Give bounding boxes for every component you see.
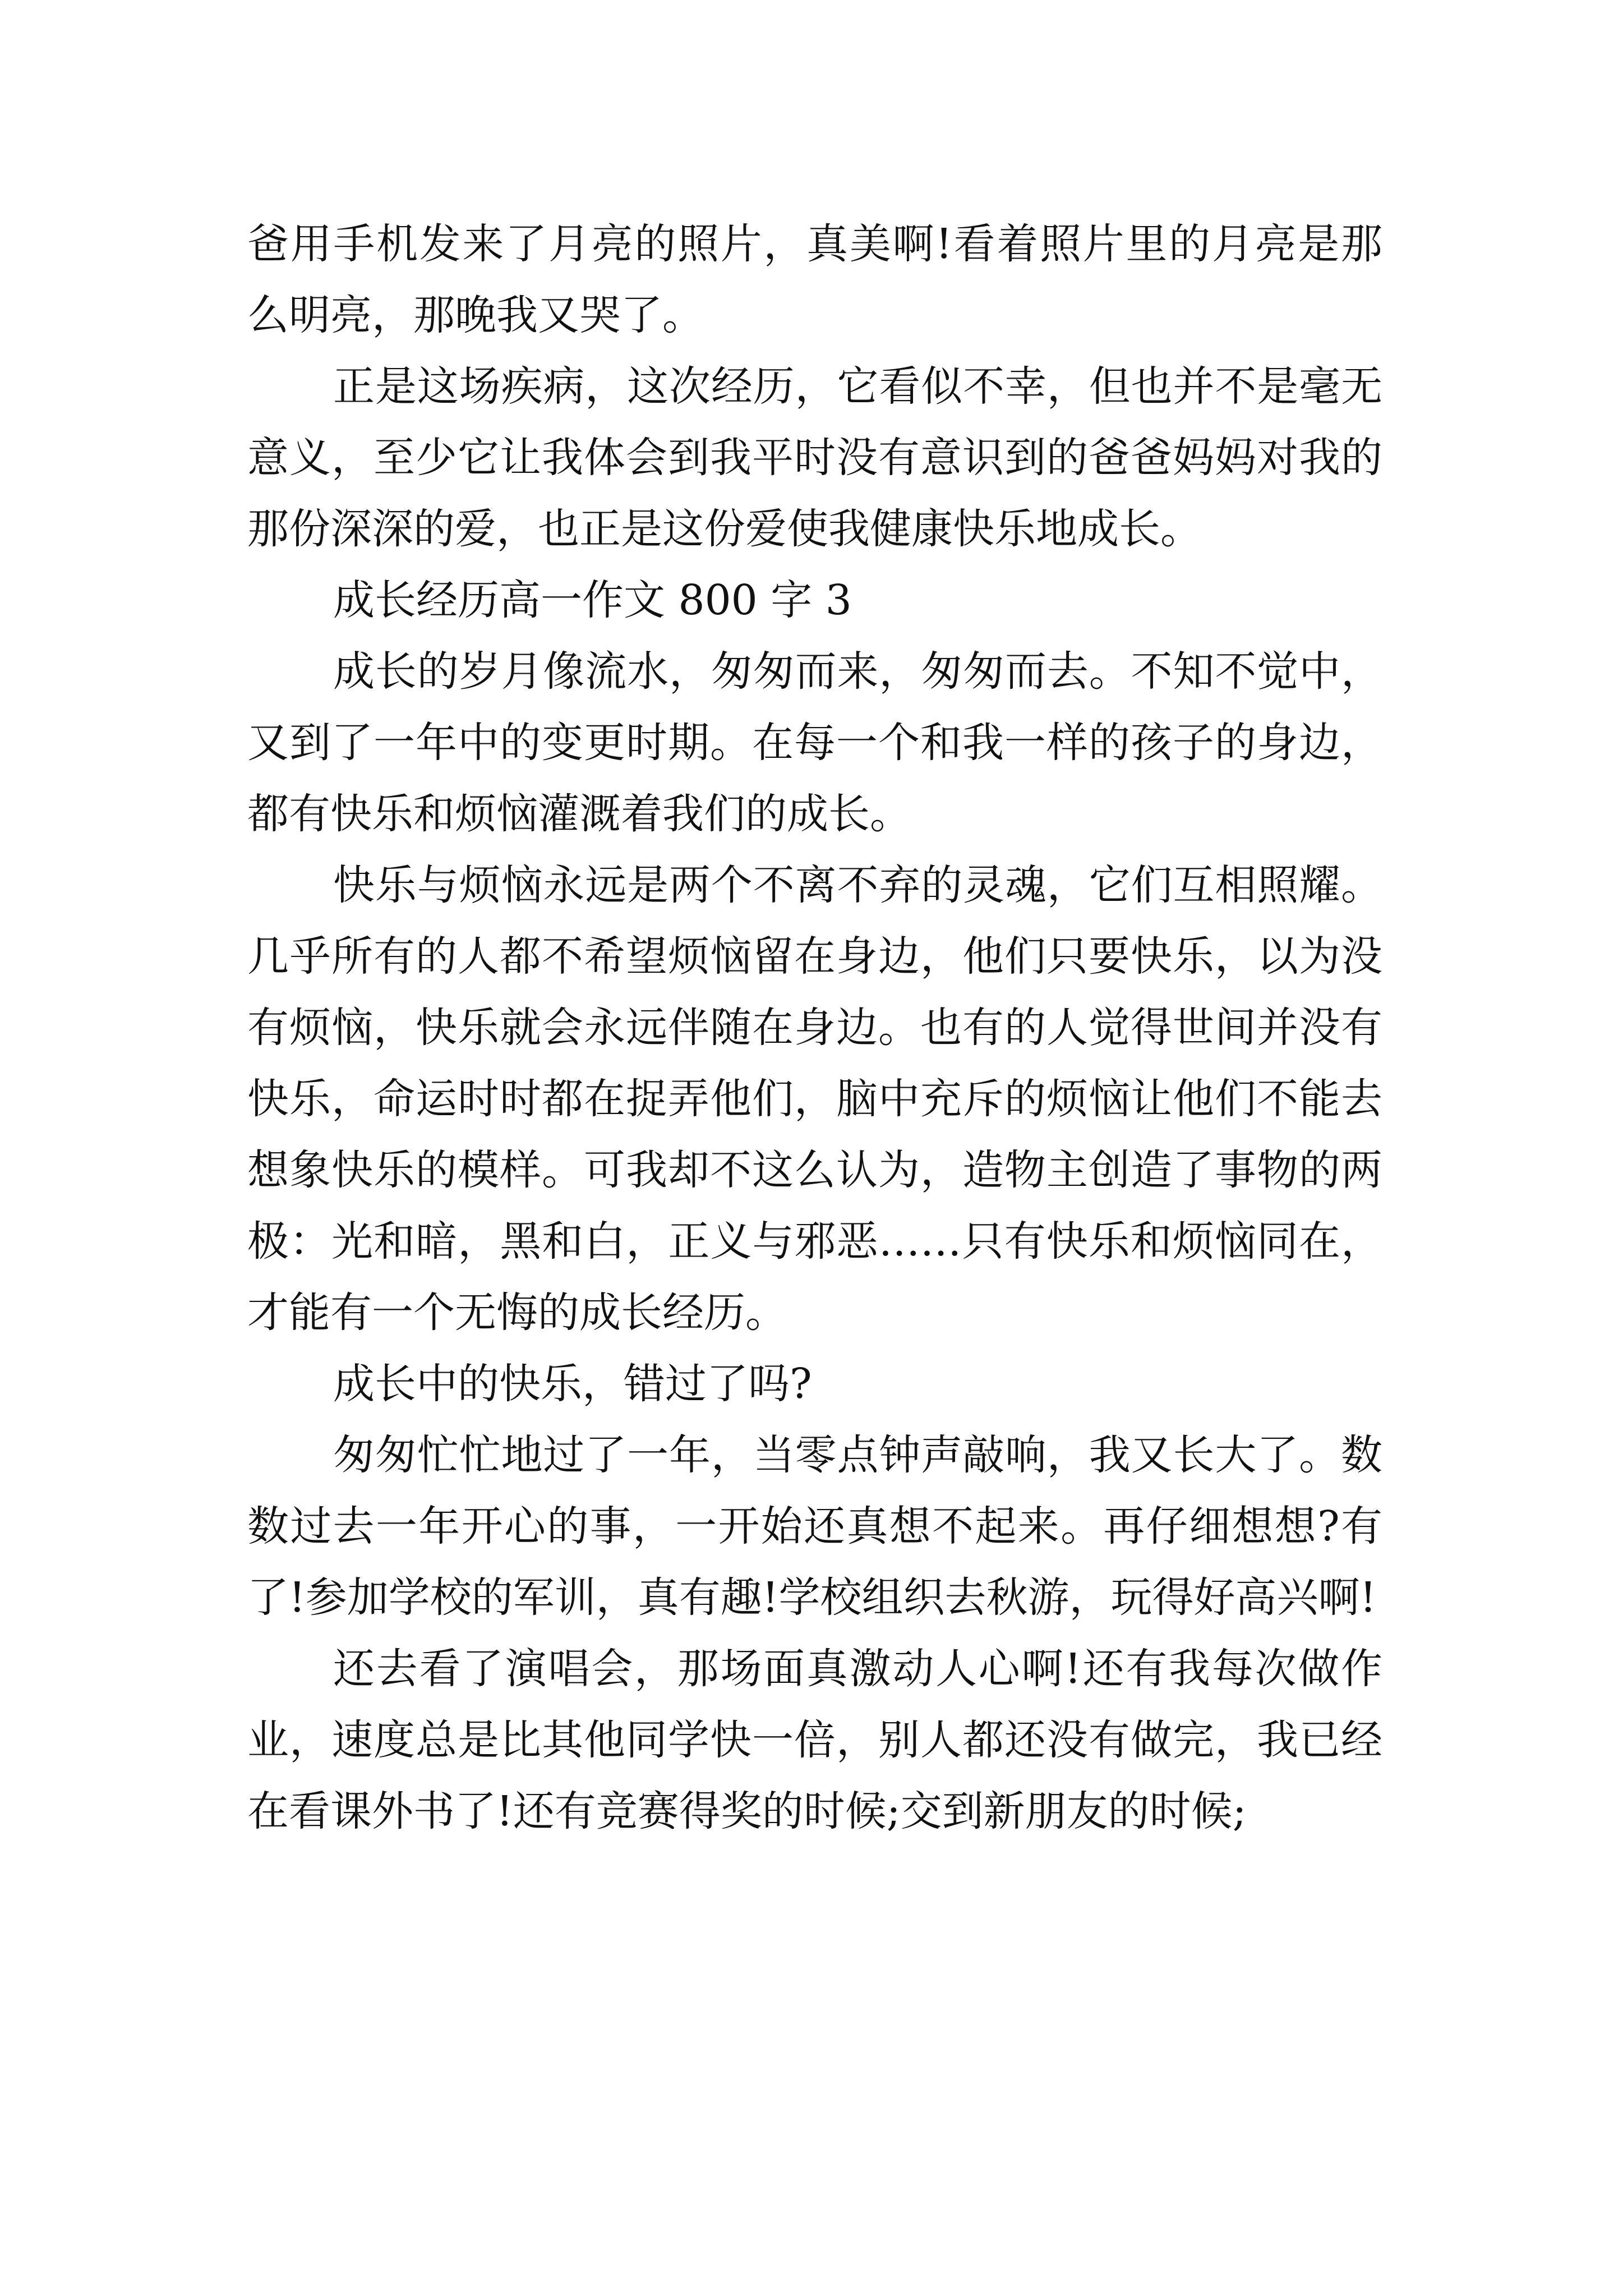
paragraph-4: 快乐与烦恼永远是两个不离不弃的灵魂，它们互相照耀。几乎所有的人都不希望烦恼留在身边，他们只要快乐，以为没有烦恼，快乐就会永远伴随在身边。也有的人觉得世间并没有快乐，命运时时都在捉弄他们，脑中充斥的烦恼让他们不能去想象快乐的模样。可我却不这么认为，造物主创造了事物的两极：光和暗，黑和白，正义与邪恶……只有快乐和烦恼同在，才能有一个无悔的成长经历。 <box>247 861 1382 1337</box>
paragraph-1: 爸用手机发来了月亮的照片，真美啊!看着照片里的月亮是那么明亮，那晚我又哭了。 <box>247 220 1382 339</box>
section-question: 成长中的快乐，错过了吗? <box>333 1360 812 1408</box>
paragraph-5: 匆匆忙忙地过了一年，当零点钟声敲响，我又长大了。数数过去一年开心的事，一开始还真想不起来。再仔细想想?有了!参加学校的军训，真有趣!学校组织去秋游，玩得好高兴啊! <box>247 1431 1382 1622</box>
essay-heading: 成长经历高一作文 800 字 3 <box>333 576 852 624</box>
paragraph-3: 成长的岁月像流水，匆匆而来，匆匆而去。不知不觉中，又到了一年中的变更时期。在每一个和我一样的孩子的身边，都有快乐和烦恼灌溉着我们的成长。 <box>247 647 1382 838</box>
document-body <box>247 209 1382 1847</box>
paragraph-6: 还去看了演唱会，那场面真激动人心啊!还有我每次做作业，速度总是比其他同学快一倍，别人都还没有做完，我已经在看课外书了!还有竞赛得奖的时候;交到新朋友的时候; <box>247 1645 1382 1835</box>
paragraph-2: 正是这场疾病，这次经历，它看似不幸，但也并不是毫无意义，至少它让我体会到我平时没有意识到的爸爸妈妈对我的那份深深的爱，也正是这份爱使我健康快乐地成长。 <box>247 362 1382 553</box>
